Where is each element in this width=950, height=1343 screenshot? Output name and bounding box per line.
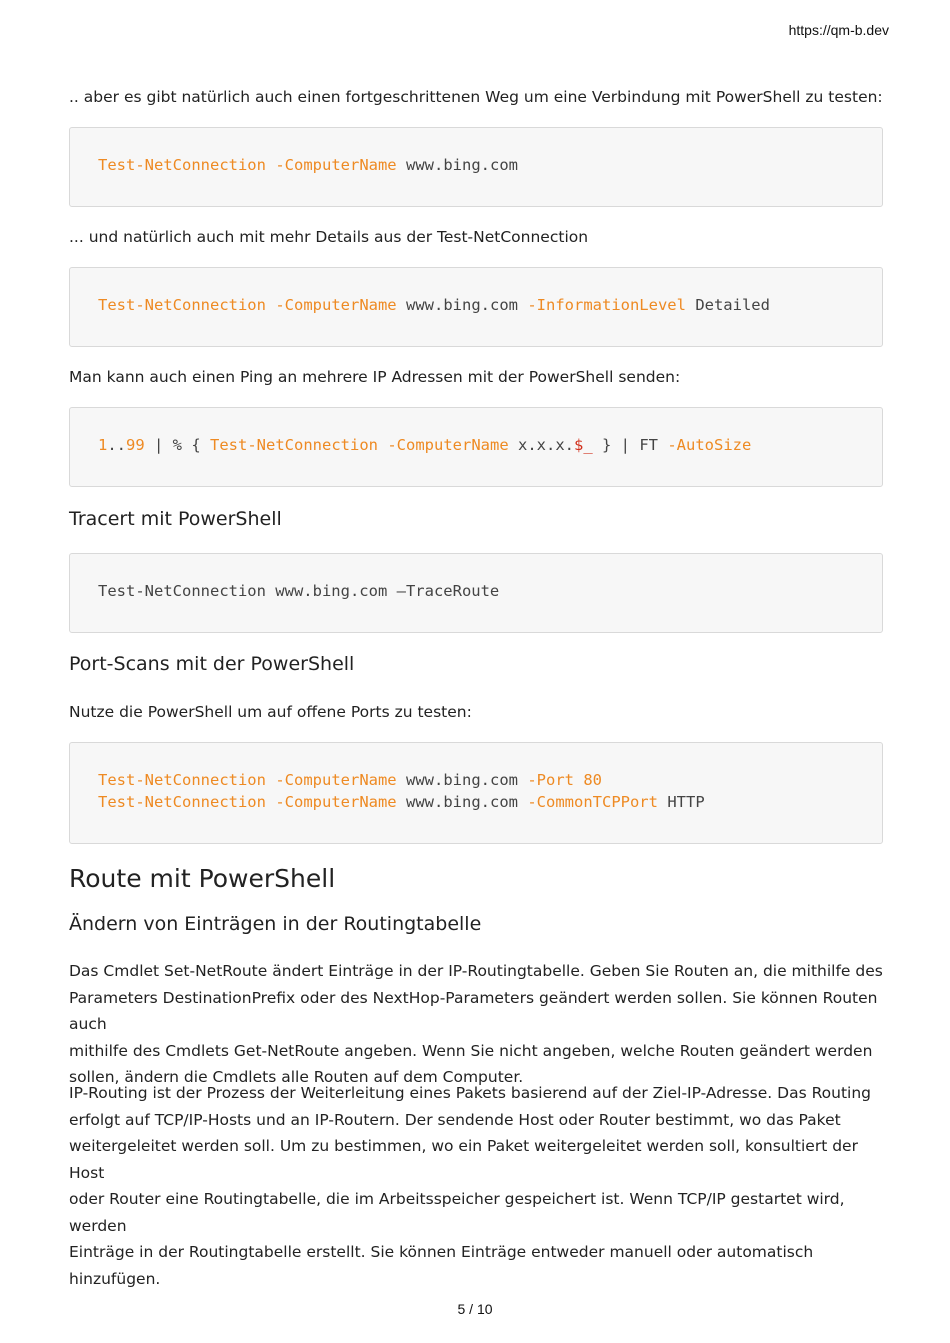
code-param: -AutoSize — [667, 436, 752, 454]
code-line — [98, 793, 705, 811]
code-param: -ComputerName — [275, 156, 397, 174]
code-param: -Port — [527, 771, 574, 789]
code-line — [98, 296, 770, 314]
code-cmd: Test-NetConnection — [98, 296, 266, 314]
code-arg: www.bing.com — [406, 156, 518, 174]
code-arg: www.bing.com — [406, 296, 518, 314]
code-param: -CommonTCPPort — [527, 793, 658, 811]
code-arg: www.bing.com — [406, 771, 518, 789]
code-param: -ComputerName — [387, 436, 509, 454]
text-line: weitergeleitet werden soll. Um zu bestimmen, wo ein Paket weitergeleitet werden soll, konsultiert der Host — [69, 1137, 858, 1182]
code-cmd: Test-NetConnection — [98, 771, 266, 789]
code-number: 80 — [583, 771, 603, 789]
code-arg: www.bing.com — [406, 793, 518, 811]
route-paragraph-2 — [69, 1080, 883, 1292]
portscan-text: Nutze die PowerShell um auf offene Ports zu testen: — [69, 703, 472, 721]
text-line: sollen, ändern die Cmdlets alle Routen auf dem Computer. — [69, 1068, 524, 1086]
route-paragraph-1 — [69, 958, 883, 1091]
code-cmd: Test-NetConnection — [98, 156, 266, 174]
text-line: erfolgt auf TCP/IP-Hosts und an IP-Routern. Der sendende Host oder Router bestimmt, wo das Paket — [69, 1110, 841, 1129]
code-block-test-netconnection — [69, 127, 883, 207]
code-param: -ComputerName — [275, 296, 397, 314]
portscan-heading: Port-Scans mit der PowerShell — [69, 653, 355, 675]
ping-text: Man kann auch einen Ping an mehrere IP Adressen mit der PowerShell senden: — [69, 368, 681, 386]
code-pipe: | % { — [144, 436, 211, 454]
text-line: oder Router eine Routingtabelle, die im Arbeitsspeicher gespeichert ist. Wenn TCP/IP gestartet wird, werden — [69, 1190, 845, 1235]
code-param: -ComputerName — [275, 771, 397, 789]
route-heading: Route mit PowerShell — [69, 864, 336, 893]
code-cmd: Test-NetConnection — [210, 436, 378, 454]
text-line: Parameters DestinationPrefix oder des NextHop-Parameters geändert werden sollen. Sie können Routen auch — [69, 988, 878, 1033]
text-line: Das Cmdlet Set-NetRoute ändert Einträge in der IP-Routingtabelle. Geben Sie Routen an, die mithilfe des — [69, 962, 883, 980]
header-url: https://qm-b.dev — [788, 22, 889, 38]
intro-text: .. aber es gibt natürlich auch einen fortgeschrittenen Weg um eine Verbindung mit PowerShell zu testen: — [69, 88, 883, 106]
text-line: mithilfe des Cmdlets Get-NetRoute angeben. Wenn Sie nicht angeben, welche Routen geändert werden — [69, 1041, 873, 1060]
code-variable: $_ — [574, 436, 593, 454]
code-block-ping-range — [69, 407, 883, 487]
code-cmd: Test-NetConnection — [98, 793, 266, 811]
text-line: IP-Routing ist der Prozess der Weiterleitung eines Pakets basierend auf der Ziel-IP-Adresse. Das Routing — [69, 1084, 872, 1102]
code-line: Test-NetConnection www.bing.com –TraceRoute — [98, 582, 500, 600]
text-line: Einträge in der Routingtabelle erstellt. Sie können Einträge entweder manuell oder automatisch hinzufügen. — [69, 1243, 814, 1288]
code-pipe: } | FT — [592, 436, 668, 454]
code-line — [98, 771, 602, 789]
code-arg: Detailed — [695, 296, 770, 314]
code-number: 1 — [98, 436, 108, 454]
route-subheading: Ändern von Einträgen in der Routingtabelle — [69, 913, 482, 935]
code-line — [98, 436, 751, 454]
detail-text: ... und natürlich auch mit mehr Details aus der Test-NetConnection — [69, 228, 589, 246]
code-arg: x.x.x. — [518, 436, 575, 454]
code-block-detailed — [69, 267, 883, 347]
code-arg: HTTP — [667, 793, 705, 811]
code-block-traceroute — [69, 553, 883, 633]
page-number: 5 / 10 — [457, 1301, 493, 1317]
code-operator: .. — [107, 436, 127, 454]
tracert-heading: Tracert mit PowerShell — [69, 508, 282, 530]
code-line — [98, 156, 518, 174]
code-number: 99 — [126, 436, 145, 454]
code-block-port-scan — [69, 742, 883, 844]
code-param: -InformationLevel — [527, 296, 686, 314]
code-param: -ComputerName — [275, 793, 397, 811]
